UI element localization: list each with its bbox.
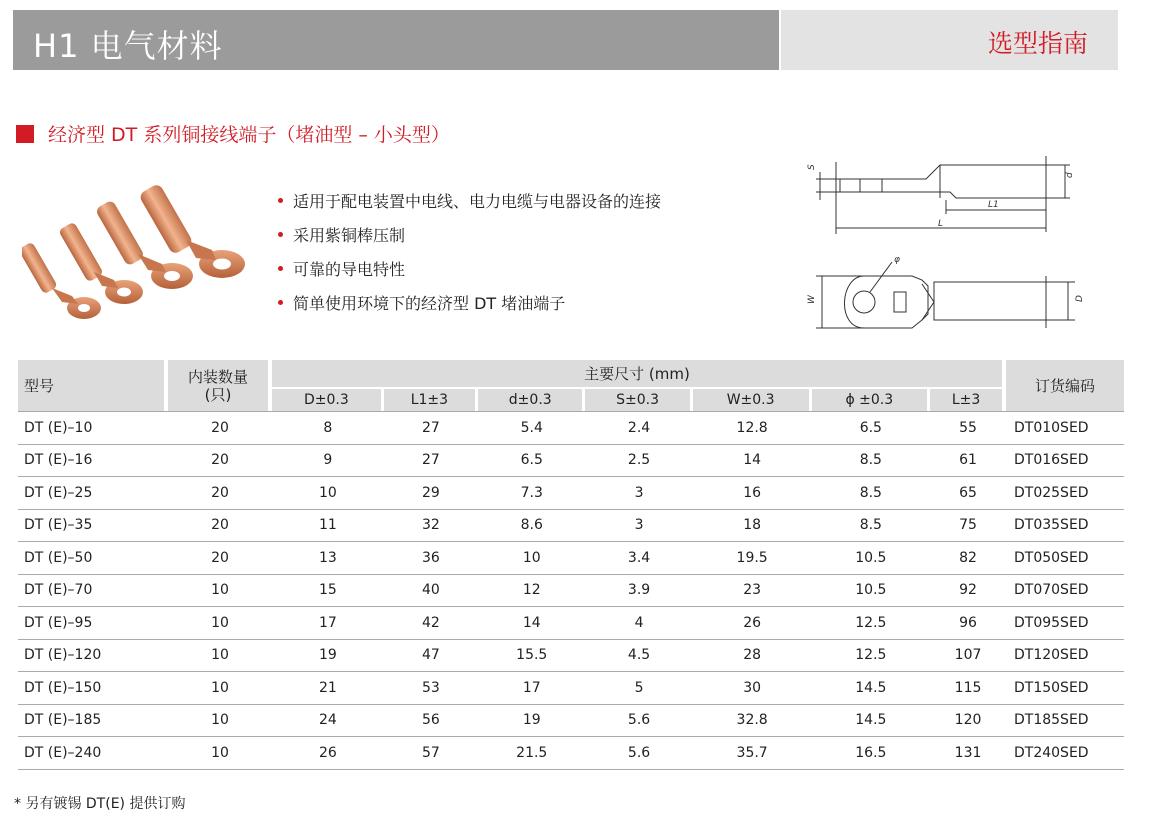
table-cell: 107 [930,640,1006,673]
table-cell: 19 [478,705,585,738]
table-cell: 17 [478,672,585,705]
table-row [18,445,1124,478]
table-cell: 10 [168,737,272,770]
table-cell: 20 [168,510,272,543]
table-cell: 28 [693,640,812,673]
table-cell: DT035SED [1006,510,1124,543]
column-header-dim: S±0.3 [585,387,692,411]
table-cell: 55 [930,411,1006,445]
table-row [18,510,1124,543]
footnote: * 另有镀锡 DT(E) 提供订购 [14,796,186,812]
table-cell: 8.5 [812,445,931,478]
table-cell: 65 [930,477,1006,510]
table-cell: DT (E)–16 [18,445,168,478]
bullet-icon [278,198,283,203]
dim-label-l: L [938,219,944,229]
section-heading [16,120,450,147]
table-cell: 3 [585,477,692,510]
table-cell: DT016SED [1006,445,1124,478]
table-cell: DT025SED [1006,477,1124,510]
table-cell: 12.5 [812,607,931,640]
table-cell: 8 [272,411,384,445]
table-cell: DT (E)–150 [18,672,168,705]
table-cell: 61 [930,445,1006,478]
page-subtitle: 选型指南 [987,29,1088,58]
list-item: 简单使用环境下的经济型 DT 堵油端子 [278,294,661,328]
table-cell: 3.4 [585,542,692,575]
table-cell: DT240SED [1006,737,1124,770]
table-row [18,411,1124,445]
list-item: 适用于配电装置中电线、电力电缆与电器设备的连接 [278,192,661,226]
table-cell: 32 [384,510,478,543]
table-cell: 7.3 [478,477,585,510]
table-cell: DT (E)–10 [18,411,168,445]
dim-label-l1: L1 [988,200,999,210]
table-cell: DT (E)–50 [18,542,168,575]
table-cell: 16 [693,477,812,510]
table-cell: 10.5 [812,575,931,608]
column-header-dim: ϕ ±0.3 [812,387,931,411]
table-cell: 32.8 [693,705,812,738]
table-cell: 14.5 [812,705,931,738]
table-cell: DT (E)–95 [18,607,168,640]
table-cell: 13 [272,542,384,575]
table-cell: DT (E)–120 [18,640,168,673]
table-cell: DT150SED [1006,672,1124,705]
table-row [18,542,1124,575]
copper-lugs-photo [22,180,252,330]
bullet-icon [278,266,283,271]
dim-label-phi: φ [894,255,900,265]
table-row [18,705,1124,738]
table-cell: 24 [272,705,384,738]
table-cell: 20 [168,477,272,510]
spec-table-body [18,411,1124,770]
table-cell: DT120SED [1006,640,1124,673]
table-cell: 75 [930,510,1006,543]
top-view-drawing [816,262,1075,328]
table-cell: 19.5 [693,542,812,575]
table-cell: DT (E)–240 [18,737,168,770]
table-cell: DT070SED [1006,575,1124,608]
table-cell: 53 [384,672,478,705]
table-cell: 27 [384,445,478,478]
table-cell: 29 [384,477,478,510]
table-row [18,607,1124,640]
table-cell: 14.5 [812,672,931,705]
column-header-dim: L±3 [930,387,1006,411]
table-cell: 56 [384,705,478,738]
table-cell: 15.5 [478,640,585,673]
table-cell: 16.5 [812,737,931,770]
list-item: 可靠的导电特性 [278,260,661,294]
header-subtitle-bar [781,10,1118,70]
table-row [18,672,1124,705]
table-cell: 17 [272,607,384,640]
table-cell: 26 [693,607,812,640]
table-cell: 21 [272,672,384,705]
table-cell: 5.4 [478,411,585,445]
table-cell: 47 [384,640,478,673]
table-cell: 20 [168,411,272,445]
table-cell: 10 [168,672,272,705]
dim-label-w: W [807,295,817,304]
table-cell: 21.5 [478,737,585,770]
column-header-dim: d±0.3 [478,387,585,411]
table-cell: 5 [585,672,692,705]
table-cell: 6.5 [812,411,931,445]
page-header [13,10,1118,70]
table-cell: 20 [168,445,272,478]
table-cell: 3 [585,510,692,543]
table-cell: 3.9 [585,575,692,608]
table-cell: 96 [930,607,1006,640]
table-row [18,737,1124,770]
table-row [18,640,1124,673]
technical-drawing [800,152,1090,342]
table-cell: 10 [478,542,585,575]
column-header-dim: D±0.3 [272,387,384,411]
table-row [18,575,1124,608]
table-cell: DT095SED [1006,607,1124,640]
table-cell: 12 [478,575,585,608]
column-header-dim: W±0.3 [693,387,812,411]
column-header-order-code: 订货编码 [1006,360,1124,411]
table-cell: 4.5 [585,640,692,673]
table-cell: DT (E)–35 [18,510,168,543]
table-cell: 10 [168,640,272,673]
spec-table [18,360,1124,770]
page-title: H1 电气材料 [33,27,223,65]
section-title: 经济型 DT 系列铜接线端子（堵油型 – 小头型） [48,124,450,146]
table-cell: 30 [693,672,812,705]
table-cell: 8.6 [478,510,585,543]
table-cell: 2.4 [585,411,692,445]
table-cell: 131 [930,737,1006,770]
table-cell: 19 [272,640,384,673]
table-cell: DT (E)–25 [18,477,168,510]
list-item: 采用紫铜棒压制 [278,226,661,260]
column-header-qty: 内装数量 (只) [168,360,272,411]
table-row [18,477,1124,510]
table-cell: DT (E)–70 [18,575,168,608]
table-cell: DT050SED [1006,542,1124,575]
header-title-bar [13,10,779,70]
table-cell: 4 [585,607,692,640]
table-cell: 9 [272,445,384,478]
table-cell: 26 [272,737,384,770]
table-cell: 23 [693,575,812,608]
table-cell: 92 [930,575,1006,608]
column-header-main-dims: 主要尺寸 (mm) [272,360,1006,387]
feature-list [278,192,661,328]
table-cell: 42 [384,607,478,640]
dim-label-d-small: d [1065,172,1075,178]
table-cell: 2.5 [585,445,692,478]
table-cell: 12.8 [693,411,812,445]
table-cell: 82 [930,542,1006,575]
table-cell: 12.5 [812,640,931,673]
table-cell: 115 [930,672,1006,705]
table-cell: 10 [272,477,384,510]
dim-label-s: S [807,164,817,170]
column-header-model: 型号 [18,360,168,411]
table-cell: 27 [384,411,478,445]
table-cell: 36 [384,542,478,575]
table-cell: 14 [478,607,585,640]
table-cell: 14 [693,445,812,478]
table-cell: 11 [272,510,384,543]
dim-label-d: D [1075,295,1085,302]
table-cell: 40 [384,575,478,608]
table-cell: DT010SED [1006,411,1124,445]
bullet-icon [278,300,283,305]
table-cell: DT (E)–185 [18,705,168,738]
table-cell: 57 [384,737,478,770]
table-cell: 10 [168,705,272,738]
table-cell: 10.5 [812,542,931,575]
table-cell: 15 [272,575,384,608]
column-header-dim: L1±3 [384,387,478,411]
table-cell: 8.5 [812,510,931,543]
table-cell: 20 [168,542,272,575]
table-cell: 5.6 [585,737,692,770]
table-cell: DT185SED [1006,705,1124,738]
section-square-icon [16,125,34,143]
table-cell: 10 [168,575,272,608]
table-cell: 35.7 [693,737,812,770]
table-cell: 10 [168,607,272,640]
table-cell: 120 [930,705,1006,738]
table-cell: 18 [693,510,812,543]
bullet-icon [278,232,283,237]
table-cell: 8.5 [812,477,931,510]
table-cell: 6.5 [478,445,585,478]
table-cell: 5.6 [585,705,692,738]
